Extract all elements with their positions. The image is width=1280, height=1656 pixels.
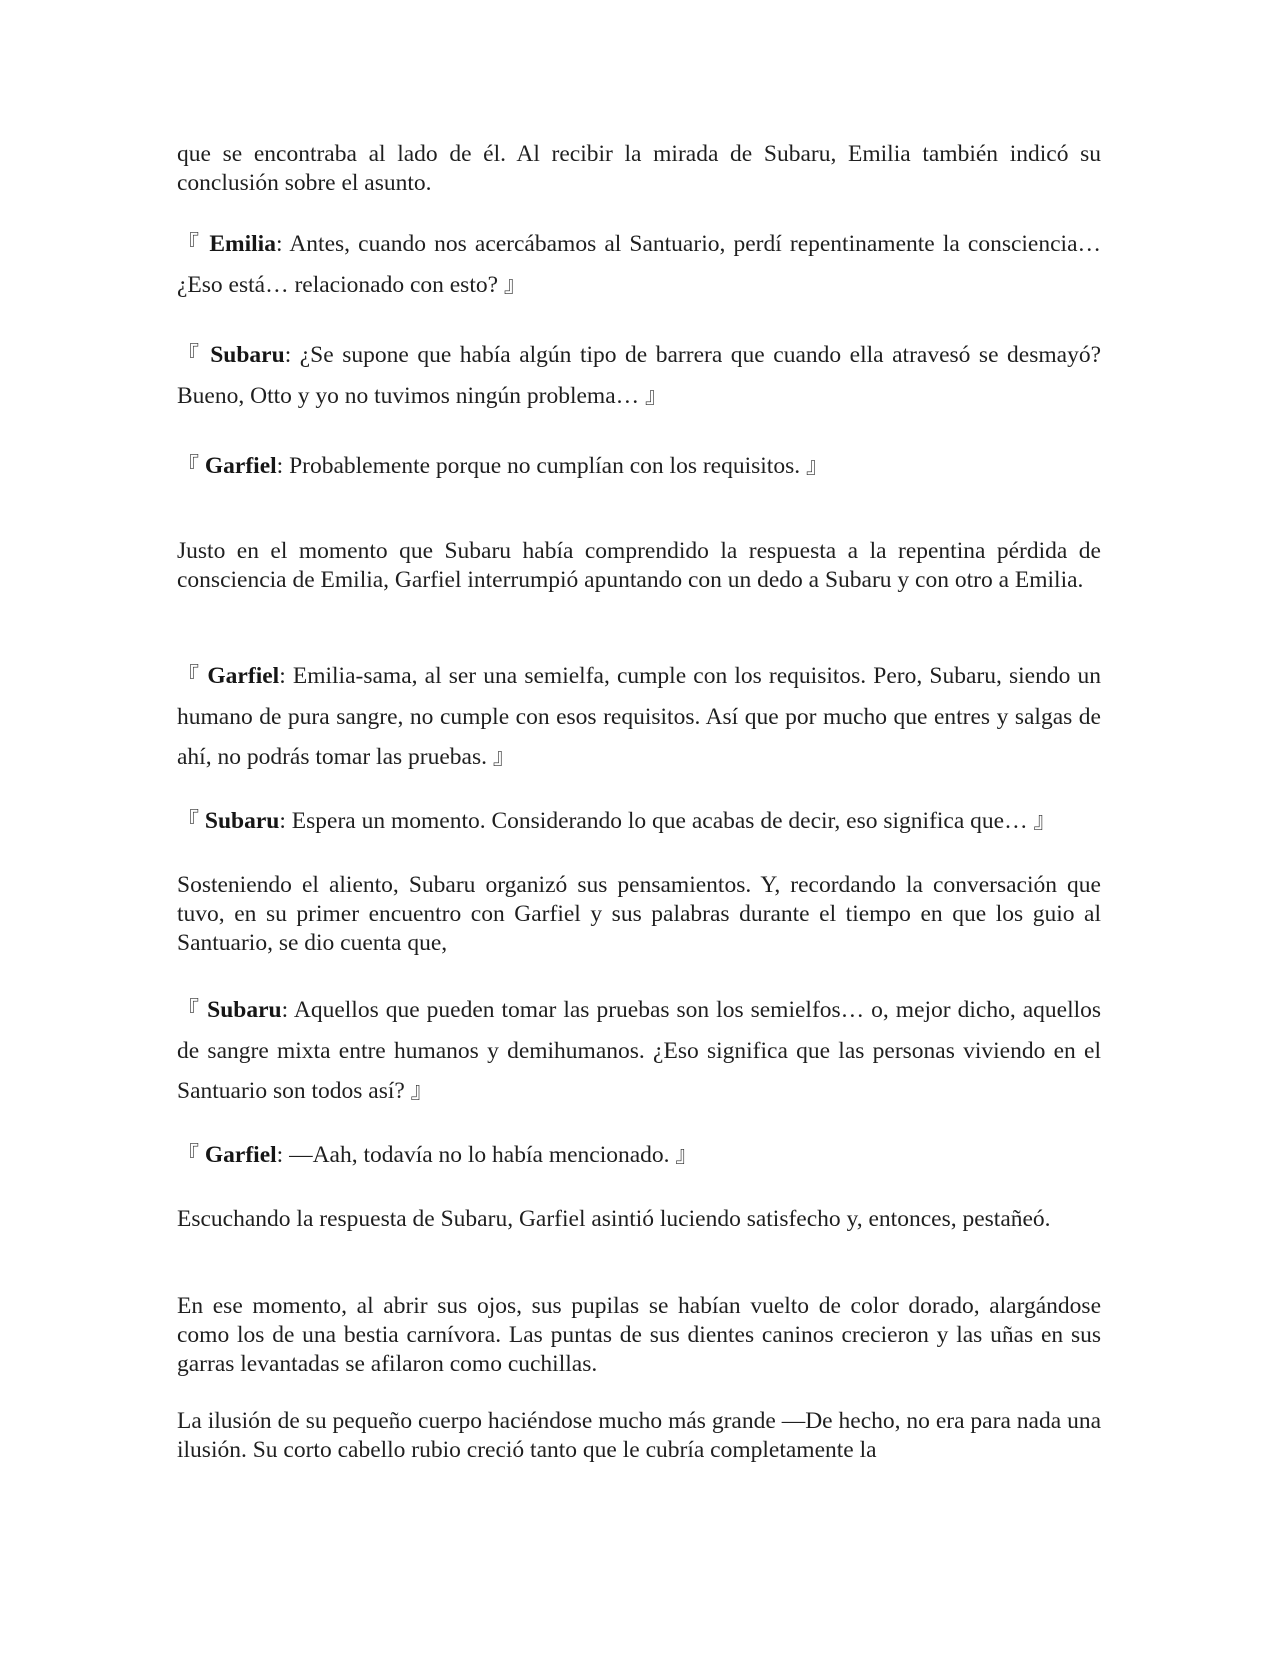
narration-paragraph: La ilusión de su pequeño cuerpo haciéndose mucho más grande —De hecho, no era para nada una ilusión. Su corto cabello rubio creció tanto que le cubría completamente la bbox=[177, 1408, 1101, 1463]
speaker-name: Subaru bbox=[204, 808, 280, 834]
narration-paragraph: Escuchando la respuesta de Subaru, Garfiel asintió luciendo satisfecho y, entonces, pestañeó. bbox=[177, 1206, 1051, 1232]
speaker-name: Garfiel bbox=[207, 663, 280, 689]
close-quote-mark: 』 bbox=[675, 1143, 698, 1168]
narration-paragraph: que se encontraba al lado de él. Al recibir la mirada de Subaru, Emilia también indicó su conclusión sobre el asunto. bbox=[177, 141, 1101, 196]
dialogue-paragraph: 『 Garfiel: Emilia-sama, al ser una semielfa, cumple con los requisitos. Pero, Subaru, siendo un humano de pura sangre, no cumple con esos requisitos. Así que por mucho que entres y salgas de ahí, no podrás tomar las pruebas. 』 bbox=[177, 663, 1101, 770]
speaker-name: Garfiel bbox=[204, 1142, 277, 1168]
close-quote-mark: 』 bbox=[410, 1079, 433, 1104]
dialogue-text: ¿Se supone que había algún tipo de barrera que cuando ella atravesó se desmayó? Bueno, Otto y yo no tuvimos ningún problema… bbox=[177, 342, 1102, 409]
dialogue-text: Probablemente porque no cumplían con los requisitos. bbox=[289, 453, 801, 479]
narration-paragraph: Sosteniendo el aliento, Subaru organizó sus pensamientos. Y, recordando la conversación que tuvo, en su primer encuentro con Garfiel y sus palabras durante el tiempo en que los guio al Santuario, se dio cuenta que, bbox=[177, 872, 1101, 956]
speaker-name: Subaru bbox=[210, 342, 285, 368]
open-quote-mark: 『 bbox=[177, 809, 200, 834]
open-quote-mark: 『 bbox=[177, 454, 200, 479]
speaker-name: Subaru bbox=[207, 997, 282, 1023]
close-quote-mark: 』 bbox=[492, 745, 515, 770]
dialogue-paragraph: 『 Garfiel: —Aah, todavía no lo había mencionado. 』 bbox=[177, 1142, 698, 1168]
dialogue-text: Espera un momento. Considerando lo que acabas de decir, eso significa que… bbox=[291, 808, 1028, 834]
dialogue-text: Emilia-sama, al ser una semielfa, cumple con los requisitos. Pero, Subaru, siendo un humano de pura sangre, no cumple con esos requisitos. Así que por mucho que entres y salgas de ahí, no podrás tomar las pruebas. bbox=[177, 663, 1101, 770]
open-quote-mark: 『 bbox=[177, 1143, 200, 1168]
narration-paragraph: Justo en el momento que Subaru había comprendido la respuesta a la repentina pérdida de consciencia de Emilia, Garfiel interrumpió apuntando con un dedo a Subaru y con otro a Emilia. bbox=[177, 538, 1101, 593]
narration-paragraph: En ese momento, al abrir sus ojos, sus pupilas se habían vuelto de color dorado, alargándose como los de una bestia carnívora. Las puntas de sus dientes caninos crecieron y las uñas en sus garras levantadas se afilaron como cuchillas. bbox=[177, 1293, 1101, 1377]
close-quote-mark: 』 bbox=[805, 454, 828, 479]
dialogue-paragraph: 『 Garfiel: Probablemente porque no cumplían con los requisitos. 』 bbox=[177, 453, 828, 479]
dialogue-text: Aquellos que pueden tomar las pruebas son los semielfos… o, mejor dicho, aquellos de sangre mixta entre humanos y demihumanos. ¿Eso significa que las personas viviendo en el Santuario son todos así? bbox=[177, 997, 1102, 1104]
speaker-name: Garfiel bbox=[204, 453, 277, 479]
dialogue-paragraph: 『 Subaru: Aquellos que pueden tomar las pruebas son los semielfos… o, mejor dicho, aquellos de sangre mixta entre humanos y demihumanos. ¿Eso significa que las personas viviendo en el Santuario son todos así? 』 bbox=[177, 997, 1102, 1104]
dialogue-text: —Aah, todavía no lo había mencionado. bbox=[289, 1142, 670, 1168]
speaker-name: Emilia bbox=[209, 231, 276, 257]
dialogue-paragraph: 『 Subaru: Espera un momento. Considerando lo que acabas de decir, eso significa que… 』 bbox=[177, 808, 1056, 834]
dialogue-paragraph: 『 Emilia: Antes, cuando nos acercábamos al Santuario, perdí repentinamente la consciencia… ¿Eso está… relacionado con esto? 』 bbox=[177, 231, 1102, 298]
close-quote-mark: 』 bbox=[645, 384, 668, 409]
close-quote-mark: 』 bbox=[503, 273, 526, 298]
open-quote-mark: 『 bbox=[177, 343, 202, 368]
close-quote-mark: 』 bbox=[1033, 809, 1056, 834]
open-quote-mark: 『 bbox=[177, 232, 202, 257]
dialogue-text: Antes, cuando nos acercábamos al Santuario, perdí repentinamente la consciencia… ¿Eso está… relacionado con esto? bbox=[177, 231, 1102, 298]
dialogue-paragraph: 『 Subaru: ¿Se supone que había algún tipo de barrera que cuando ella atravesó se desmayó? Bueno, Otto y yo no tuvimos ningún problema… 』 bbox=[177, 342, 1102, 409]
open-quote-mark: 『 bbox=[177, 664, 201, 689]
open-quote-mark: 『 bbox=[177, 998, 201, 1023]
